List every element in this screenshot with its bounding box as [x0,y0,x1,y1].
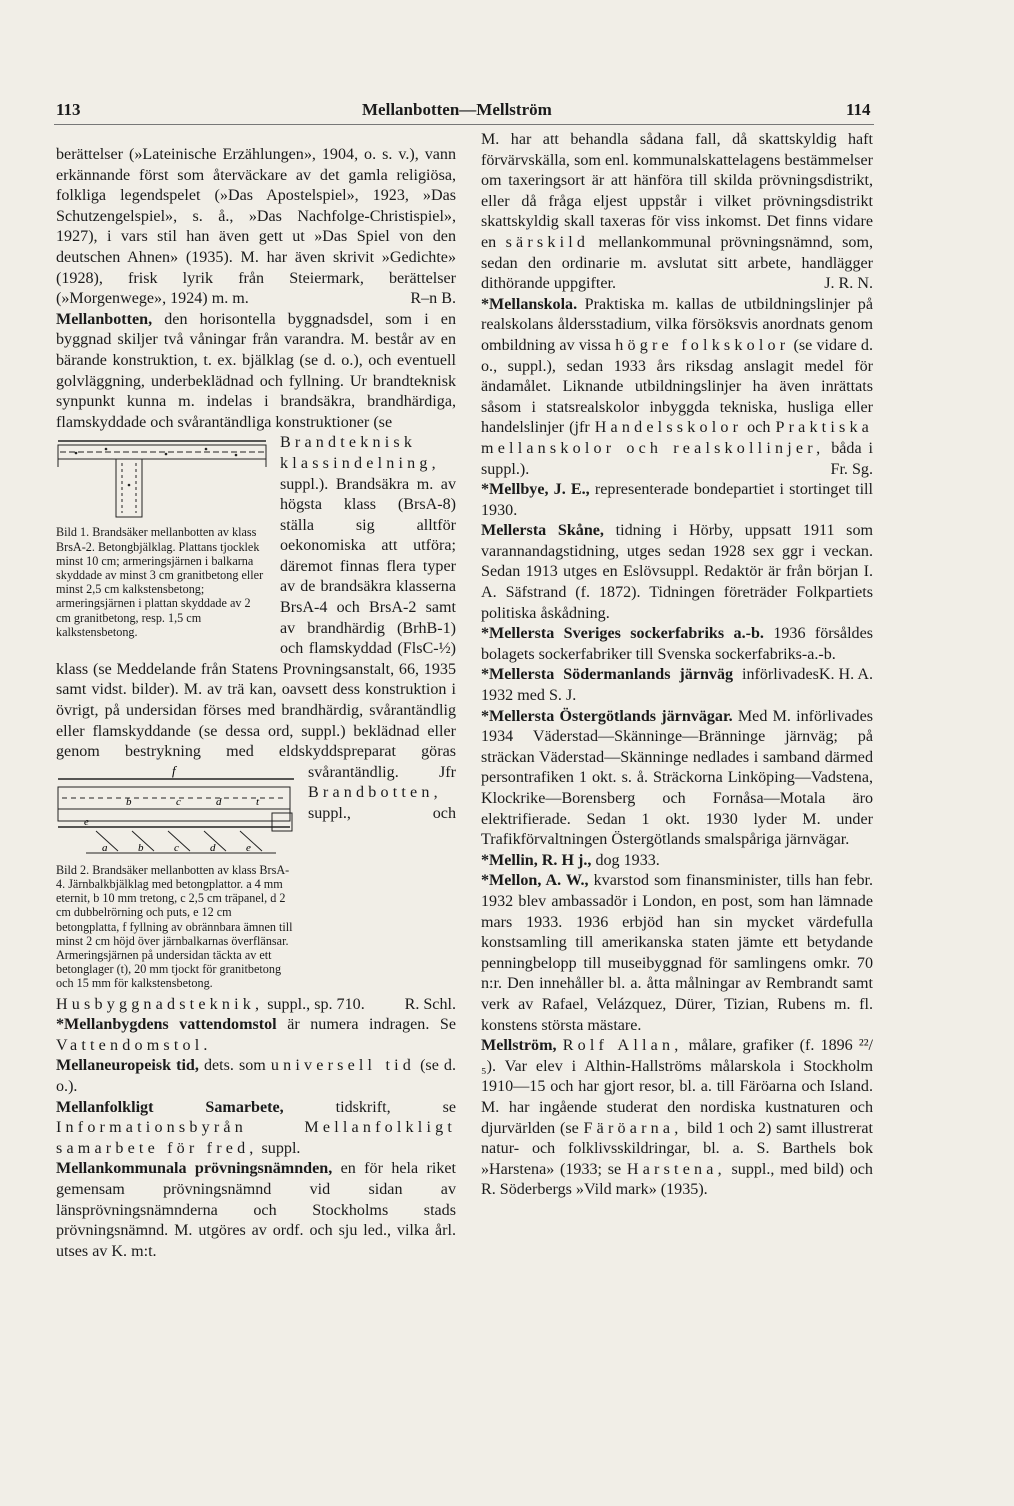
fig2-label-d: d [210,841,216,854]
author-signature: R. Schl. [404,995,456,1013]
entry-headword: Mellanfolkligt Samarbete, [56,1098,284,1116]
entry-headword: *Mellin, R. H j., [481,851,592,869]
author-signature: R–n B. [410,290,456,308]
figure-caption: Bild 1. Brandsäker mellanbotten av klass BrsA-2. Betongbjälklag. Plattans tjocklek minst 10 cm; armeringsjärnen i balkarna skyddade av minst 3 cm granitbetong eller minst 2,5 cm kalkstensbetong; armeringsjärnen i plattan skyddade av 2 cm granitbetong, resp. 1,5 cm kalkstensbetong. [56,525,264,639]
fig2-label-c: c [174,841,179,854]
cross-reference: Färöarna, [583,1119,683,1137]
entry-headword: *Mellersta Sveriges sockerfabriks a.-b. [481,625,764,643]
figure-bild-2 [56,765,296,991]
figure-bild-1 [56,435,268,639]
entry-headword: *Mellanbygdens vattendomstol [56,1016,277,1034]
page-number-left: 113 [56,100,81,119]
cross-reference: Handelsskolor [594,419,743,437]
entry-headword: *Mellbye, J. E., [481,481,590,499]
entry-mellstrom: Mellström, Rolf Allan, målare, grafiker (f. 1896 ²²/₅). Var elev i Althin-Hallströms målarskola i Stockholm 1910—15 och har gjort resor, bl. a. till Färöarna och Island. M. har ingående studerat den nordiska kustnaturen och djurvärlden (se Färöarna, bild 1 och 2) samt illustrerat natur- och folklivsskildringar, bl. a. S. Barthels bok »Harstena» (1933; se Harstena, suppl., med bild) och R. Söderbergs »Vild mark» (1935). [481,1037,874,1199]
cross-reference: universell tid [270,1057,416,1075]
cross-reference: särskild [505,233,590,251]
entry-sodermanlands: *Mellersta Södermanlands järnväg införlivades 1932 med S. J. [481,666,819,705]
cross-reference: Vattendomstol. [56,1036,212,1054]
entry-continuation: M. har att behandla sådana fall, då skattskyldig haft förvärvskälla, som enl. kommunalskattelagens bestämmelser om taxeringsort är att hänföra till skilda prövningsdistrikt, eller då fråga eljest uppstår i vilket prövningsdistrikt skattskyldig skall taxeras för viss inkomst. Det finns vidare en särskild mellankommunal prövningsnämnd, som, sedan den ordinarie m. avslutat sitt arbete, handlägger dithörande uppgifter. J. R. N. [481,130,873,295]
entry-ostergotlands: *Mellersta Östergötlands järnvägar. Med M. införlivades 1934 Väderstad—Skänninge—Bränninge järnväg; på sträckan Väderstad—Skänninge nedlades i samband därmed persontrafiken 1 okt. s. å. Sträckorna Linköping—Vadstena, Klockrike—Borensberg och Fornåsa—Motala äro elektrifierade. Sedan 1 okt. 1930 lyder M. under Trafikförvaltningen Östergötlands smalspåriga järnvägar. [481,707,874,849]
column-right [481,130,873,1201]
cross-reference: högre folkskolor [615,336,790,354]
fig2-label-e: e [84,815,89,828]
fig2-label-a: a [102,841,108,854]
entry-headword: Mellaneuropeisk tid, [56,1057,199,1075]
entry-mellanbotten: Mellanbotten, den horisontella byggnadsdel, som i en byggnad skiljer två våningar från varandra. M. består av en bärande konstruktion, t. ex. bjälklag (se d. o.), och eventuell golvläggning, underbeklädnad och fyllning. Ur brandteknisk synpunkt kunna m. indelas i brandsäkra, brandhärdiga, flamskyddade och svårantändliga konstruktioner (se [56,310,456,431]
entry-name: Rolf Allan, [562,1037,683,1055]
fig2-label-c-top: c [176,795,181,808]
entry-mellbye: *Mellbye, J. E., representerade bondepartiet i stortinget till 1930. [481,481,873,519]
fig2-label-b: b [138,841,144,854]
entry-headword: Mellankommunala prövningsnämnden, [56,1160,333,1178]
entry-mellin: *Mellin, R. H j., dog 1933. [481,851,660,869]
cross-reference: Praktiska mellanskolor och realskollinjer, [481,419,874,457]
entry-mellon: *Mellon, A. W., kvarstod som finansminister, tills han febr. 1932 blev ambassadör i London, en post, som han lämnade mars 1933. 1936 erbjöd han sin mycket värdefulla konstsamling till amerikanska staten jämte ett betydande penningbelopp till museibyggnad för samlingens omkr. 70 n:r. Den innehåller bl. a. åtta målningar av Rembrandt samt verk av Rafael, Velázquez, Dürer, Tizian, Rubens m. fl. konstens största mästare. [481,872,873,1034]
author-signature: K. H. A. [818,666,873,684]
entry-sockerfabriks: *Mellersta Sveriges sockerfabriks a.-b. 1936 försåldes bolagets sockerfabriker till Svenska sockerfabriks-a.-b. K. H. A. [481,624,873,665]
header-rule [54,124,874,125]
fig2-label-f: f [172,764,176,778]
column-left: berättelser (»Lateinische Erzählungen», 1904, o. s. v.), vann erkännande först som återväckare av det gamla religiösa, folkliga legendspelet (»Das Apostelspiel», 1923, »Das Schutzengelspiel», s. å., »Das Nachfolge-Christispiel», 1927), i vars stil han även gett ut »Das Spiel von den deutschen Ahnen» (1935). M. har även skrivit »Gedichte» (1928), frisk lyrik från Steiermark, berättelser (»Morgenwege», 1924) m. m. R–n B. Mellanbotten, den horisontella byggnadsdel, som i en byggnad skiljer två våningar från varandra. M. består av en bärande konstruktion, t. ex. bjälklag (se d. o.), och eventuell golvläggning, underbeklädnad och fyllning. Ur brandteknisk synpunkt kunna m. indelas i brandsäkra, brandhärdiga, flamskyddade och svårantändliga konstruktioner (se Bild 1. Brandsäker mellanbotten av klass BrsA-2. Betongbjälklag. Plattans tjocklek minst 10 cm; armeringsjärnen i balkarna skyddade av minst 3 cm granitbetong eller minst 2,5 cm kalkstensbetong; armeringsjärnen i plattan skyddade av 2 cm granitbetong, resp. 1,5 cm kalkstensbetong. Brandteknisk klassindelning, suppl.). Brandsäkra m. av högsta klass (BrsA-8) ställa sig alltför oekonomiska att utföra; däremot finnas flera typer av de brandsäkra klasserna BrsA-4 och BrsA-2 samt av brandhärdig (BrhB-1) och flamskyddad (FlsC-½) klass (se Meddelande från Statens Provningsanstalt, 66, 1935 samt vidst. bilder). M. av trä kan, oavsett dess konstruktion i övrigt, på undersidan förses med brandhärdig, svårantändlig eller flamskyddande (se dessa ord, suppl.) beklädnad eller genom bestrykning med eldskyddspreparat göras svårantändlig. Jfr f e b c d t a b c d e Bild 2. Brandsäker mellanbotten av klass BrsA-4. Järnbalkbjälklag med betongplattor. a 4 mm eternit, b 10 mm tretong, c 2,5 cm träpanel, d 2 cm dubbelrörning och puts, e 12 cm betongplatta, f fyllning av obrännbara ämnen till minst 2 cm höjd över järnbalkarnas överflänsar. Armeringsjärnen på undersidan täckta av ett betonglager (t), 20 mm tjockt för granitbetong och 15 mm för kalkstensbetong. Brandbotten, suppl., och Husbyggnadsteknik, suppl., sp. 710. R. Schl. *Mellanbygdens vattendomstol är numera indragen. Se Vattendomstol. Mellaneuropeisk tid, dets. som universell tid (se d. o.). Mellanfolkligt Samarbete, tidskrift, se Informationsbyrån Mellanfolkligt samarbete för fred, suppl. Mellankommunala prövningsnämnden, en för hela riket gemensam prövningsnämnd vid sidan av länsprövningsnämnderna och Stockholms stads prövningsnämnd. M. utgöres av ordf. och sju led., vilka årl. utses av K. m:t. [56,145,456,1262]
entry-headword: *Mellanskola. [481,295,578,313]
author-signature: Fr. Sg. [830,460,873,478]
fig2-label-e-bottom: e [246,841,251,854]
entry-mellanfolkligt: Mellanfolkligt Samarbete, tidskrift, se Informationsbyrån Mellanfolkligt samarbete för fred, suppl. [56,1098,456,1157]
cross-reference: Brandteknisk klassindelning, [280,434,440,472]
cross-reference: Brandbotten, [308,784,442,802]
floor-section-diagram [56,435,268,519]
entry-headword: *Mellon, A. W., [481,872,589,890]
entry-mellanskola: *Mellanskola. Praktiska m. kallas de utbildningslinjer på realskolans åldersstadium, vilka försöksvis anordnats genom ombildning av vissa högre folkskolor (se vidare d. o., suppl.), sedan 1933 års riksdag anslagit medel för ändamålet. Liknande utbildningslinjer ha även inrättats såsom i statsrealskolor inbyggda tekniska, husliga eller handelslinjer (jfr Handelsskolor och Praktiska mellanskolor och realskollinjer, båda i suppl.). Fr. Sg. [481,295,873,480]
author-signature: J. R. N. [824,275,873,293]
cross-reference: Harstena, [626,1160,726,1178]
entry-headword: Mellersta Skåne, [481,522,604,540]
fig2-label-d-top: d [216,795,222,808]
entry-continuation: berättelser (»Lateinische Erzählungen», 1904, o. s. v.), vann erkännande först som återväckare av det gamla religiösa, folkliga legendspelet (»Das Apostelspiel», 1923, »Das Schutzengelspiel», s. å., »Das Nachfolge-Christispiel», 1927), i vars stil han även gett ut »Das Spiel von den deutschen Ahnen» (1935). M. har även skrivit »Gedichte» (1928), frisk lyrik från Steiermark, berättelser (»Morgenwege», 1924) m. m. R–n B. [56,145,456,310]
fig2-label-t: t [256,795,260,808]
fig2-label-b-top: b [126,795,132,808]
entry-mellankommunala: Mellankommunala prövningsnämnden, en för hela riket gemensam prövningsnämnd vid sidan av länsprövningsnämnderna och Stockholms stads prövningsnämnd. M. utgöres av ordf. och sju led., vilka årl. utses av K. m:t. [56,1160,456,1260]
entry-headword: Mellström, [481,1037,557,1055]
cross-reference: Informationsbyrån Mellanfolkligt samarbete för fred, [56,1119,456,1157]
floor-section-diagram-2 [56,765,296,857]
entry-mellersta-skane: Mellersta Skåne, tidning i Hörby, uppsatt 1911 som varannandagstidning, utges sedan 1928 sex ggr i veckan. Sedan 1913 utges en Eslövsuppl. Redaktör är från början I. A. Säfstrand (f. 1872). Tidningen företräder Folkpartiets politiska åskådning. [481,522,874,622]
figure-caption: Bild 2. Brandsäker mellanbotten av klass BrsA-4. Järnbalkbjälklag med betongplattor. a 4 mm eternit, b 10 mm tretong, c 2,5 cm träpanel, d 2 cm dubbelrörning och puts, e 12 cm betongplatta, f fyllning av obrännbara ämnen till minst 2 cm höjd över järnbalkarnas överflänsar. Armeringsjärnen på undersidan täckta av ett betonglager (t), 20 mm tjockt för granitbetong och 15 mm för kalkstensbetong. [56,862,293,991]
page-header-title: Mellanbotten—Mellström [362,100,552,119]
entry-mellaneuropeisk: Mellaneuropeisk tid, dets. som universell tid (se d. o.). [56,1057,456,1096]
entry-headword: Mellanbotten, [56,310,153,328]
cross-reference: Husbyggnadsteknik, [56,995,264,1013]
entry-headword: *Mellersta Södermanlands järnväg [481,666,734,684]
page-number-right: 114 [846,100,871,119]
entry-mellanbygdens: *Mellanbygdens vattendomstol är numera indragen. Se Vattendomstol. [56,1016,456,1054]
entry-headword: *Mellersta Östergötlands järnvägar. [481,707,733,725]
